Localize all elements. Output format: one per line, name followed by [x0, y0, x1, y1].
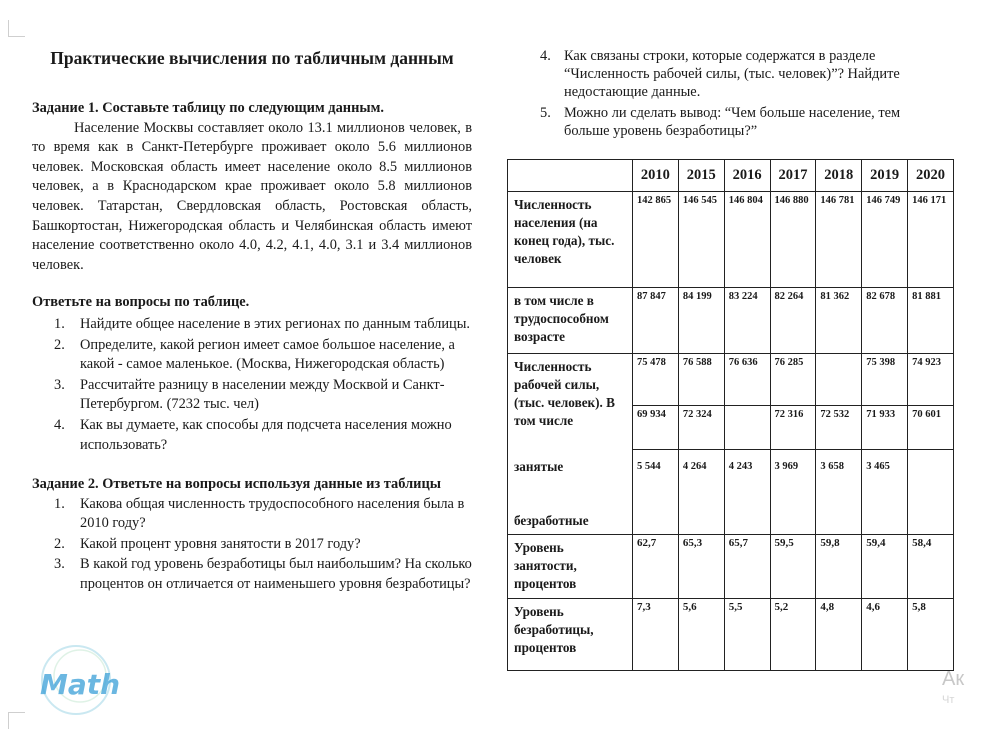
list-number: 4.	[540, 48, 551, 64]
list-item	[32, 336, 472, 375]
table-cell: 76 636	[724, 354, 770, 406]
task1-paragraph: Население Москвы составляет около 13.1 миллионов человек, в то время как в Санкт-Петербурге проживает около 5.6 миллионов человек. Московская область имеет население около 8.5 миллионов человек, а в Краснодарском крае проживает около 5.8 миллионов человек. Татарстан, Свердловская область, Ростовская область, Башкортостан, Нижегородская область и Челябинская область имеют население соответственно около 4.0, 4.2, 4.1, 4.0, 3.1 и 3.4 миллионов человек.	[32, 119, 472, 273]
task1-questions-heading: Ответьте на вопросы по таблице.	[32, 294, 250, 311]
table-cell: 146 804	[724, 192, 770, 288]
page-corner-mark	[8, 712, 25, 729]
table-cell: 4,8	[816, 599, 862, 671]
table-cell: 5 544	[633, 449, 679, 534]
year-header: 2010	[633, 160, 679, 192]
list-item	[32, 315, 472, 335]
row-label: Уровень безработицы, процентов	[508, 599, 633, 671]
list-item	[32, 495, 472, 534]
table-cell: 7,3	[633, 599, 679, 671]
page-corner-mark	[8, 20, 25, 37]
table-cell: 62,7	[633, 535, 679, 599]
list-number: 1.	[54, 495, 65, 512]
table-cell: 146 880	[770, 192, 816, 288]
table-row	[508, 599, 954, 671]
list-item	[32, 376, 472, 415]
table-cell: 58,4	[908, 535, 954, 599]
table-cell: 5,5	[724, 599, 770, 671]
list-number: 3.	[54, 376, 65, 393]
row-label: Численность рабочей силы, (тыс. человек). В том числе	[514, 359, 615, 428]
list-item	[540, 104, 940, 140]
table-cell: 3 969	[770, 449, 816, 534]
table-cell: 59,8	[816, 535, 862, 599]
row-label: занятые	[514, 459, 564, 474]
year-header: 2019	[862, 160, 908, 192]
row-label: в том числе в трудоспособном возрасте	[508, 288, 633, 354]
list-item	[32, 416, 472, 455]
table-cell: 81 362	[816, 288, 862, 354]
table-cell	[908, 449, 954, 534]
table-cell: 4 243	[724, 449, 770, 534]
row-label: Численность населения (на конец года), тыс. человек	[508, 192, 633, 288]
table-cell: 82 678	[862, 288, 908, 354]
table-row	[508, 535, 954, 599]
ghost-overlay-text: Ак	[942, 668, 965, 690]
table-cell: 71 933	[862, 406, 908, 450]
list-item-text: Как связаны строки, которые содержатся в разделе “Численность рабочей силы, (тыс. человек)”? Найдите недостающие данные.	[564, 48, 900, 101]
table-cell: 146 545	[678, 192, 724, 288]
list-number: 4.	[54, 416, 65, 433]
table-cell: 59,5	[770, 535, 816, 599]
list-number: 2.	[54, 336, 65, 353]
table-cell: 87 847	[633, 288, 679, 354]
task1-heading: Задание 1. Составьте таблицу по следующим данным.	[32, 100, 385, 116]
table-cell: 76 285	[770, 354, 816, 406]
list-number: 5.	[540, 104, 551, 121]
list-item-text: Какой процент уровня занятости в 2017 году?	[80, 535, 361, 552]
list-item-text: Рассчитайте разницу в населении между Москвой и Санкт-Петербургом. (7232 тыс. чел)	[80, 376, 445, 413]
table-cell: 146 781	[816, 192, 862, 288]
page-title: Практические вычисления по табличным данным	[50, 48, 454, 68]
list-item	[32, 555, 472, 594]
list-number: 1.	[54, 315, 65, 332]
table-cell: 70 601	[908, 406, 954, 450]
row-label: безработные	[514, 513, 589, 528]
list-item	[32, 535, 472, 555]
task1-questions-list	[32, 315, 472, 455]
table-cell	[724, 406, 770, 450]
row-label: Уровень занятости, процентов	[508, 535, 633, 599]
table-cell	[816, 354, 862, 406]
table-cell: 65,7	[724, 535, 770, 599]
table-row	[508, 192, 954, 288]
table-cell: 72 316	[770, 406, 816, 450]
table-cell: 4 264	[678, 449, 724, 534]
table-cell: 65,3	[678, 535, 724, 599]
table-cell: 5,8	[908, 599, 954, 671]
right-column-questions	[540, 47, 940, 142]
year-header: 2017	[770, 160, 816, 192]
task2-questions-list	[32, 495, 472, 595]
table-corner-cell	[508, 160, 633, 192]
table-cell: 82 264	[770, 288, 816, 354]
table-row	[508, 288, 954, 354]
table-cell: 3 465	[862, 449, 908, 534]
table-cell: 76 588	[678, 354, 724, 406]
year-header: 2020	[908, 160, 954, 192]
table-cell: 75 478	[633, 354, 679, 406]
list-number: 2.	[54, 535, 65, 552]
row-label-group	[508, 354, 633, 535]
table-header-row	[508, 160, 954, 192]
table-cell: 3 658	[816, 449, 862, 534]
list-item	[540, 47, 940, 102]
math-logo-watermark	[28, 636, 138, 726]
table-cell: 75 398	[862, 354, 908, 406]
ghost-overlay-text: Чт	[942, 694, 955, 706]
table-cell: 146 171	[908, 192, 954, 288]
table-cell: 81 881	[908, 288, 954, 354]
table-cell: 142 865	[633, 192, 679, 288]
table-cell: 83 224	[724, 288, 770, 354]
table-cell: 72 532	[816, 406, 862, 450]
table-cell: 146 749	[862, 192, 908, 288]
list-item-text: Найдите общее население в этих регионах по данным таблицы.	[80, 315, 471, 332]
task2-heading: Задание 2. Ответьте на вопросы используя данные из таблицы	[32, 476, 441, 493]
table-cell: 69 934	[633, 406, 679, 450]
table-cell: 4,6	[862, 599, 908, 671]
year-header: 2015	[678, 160, 724, 192]
statistics-table	[507, 159, 954, 671]
list-item-text: Определите, какой регион имеет самое большое население, а какой - самое маленькое. (Москва, Нижегородская область)	[80, 336, 455, 373]
list-item-text: Как вы думаете, как способы для подсчета населения можно использовать?	[80, 416, 452, 453]
left-column	[32, 46, 472, 596]
table-cell: 72 324	[678, 406, 724, 450]
table-cell: 5,6	[678, 599, 724, 671]
year-header: 2016	[724, 160, 770, 192]
task2-questions-continued	[540, 47, 940, 140]
year-header: 2018	[816, 160, 862, 192]
logo-text: Math	[40, 668, 121, 701]
table-cell: 84 199	[678, 288, 724, 354]
table-cell: 5,2	[770, 599, 816, 671]
table-row	[508, 354, 954, 406]
list-item-text: Какова общая численность трудоспособного населения была в 2010 году?	[80, 495, 465, 532]
list-item-text: В какой год уровень безработицы был наибольшим? На сколько процентов он отличается от наименьшего уровня безработицы?	[80, 556, 472, 593]
list-item-text: Можно ли сделать вывод: “Чем больше население, тем больше уровень безработицы?”	[564, 104, 901, 139]
list-number: 3.	[54, 556, 65, 573]
table-cell: 59,4	[862, 535, 908, 599]
table-cell: 74 923	[908, 354, 954, 406]
